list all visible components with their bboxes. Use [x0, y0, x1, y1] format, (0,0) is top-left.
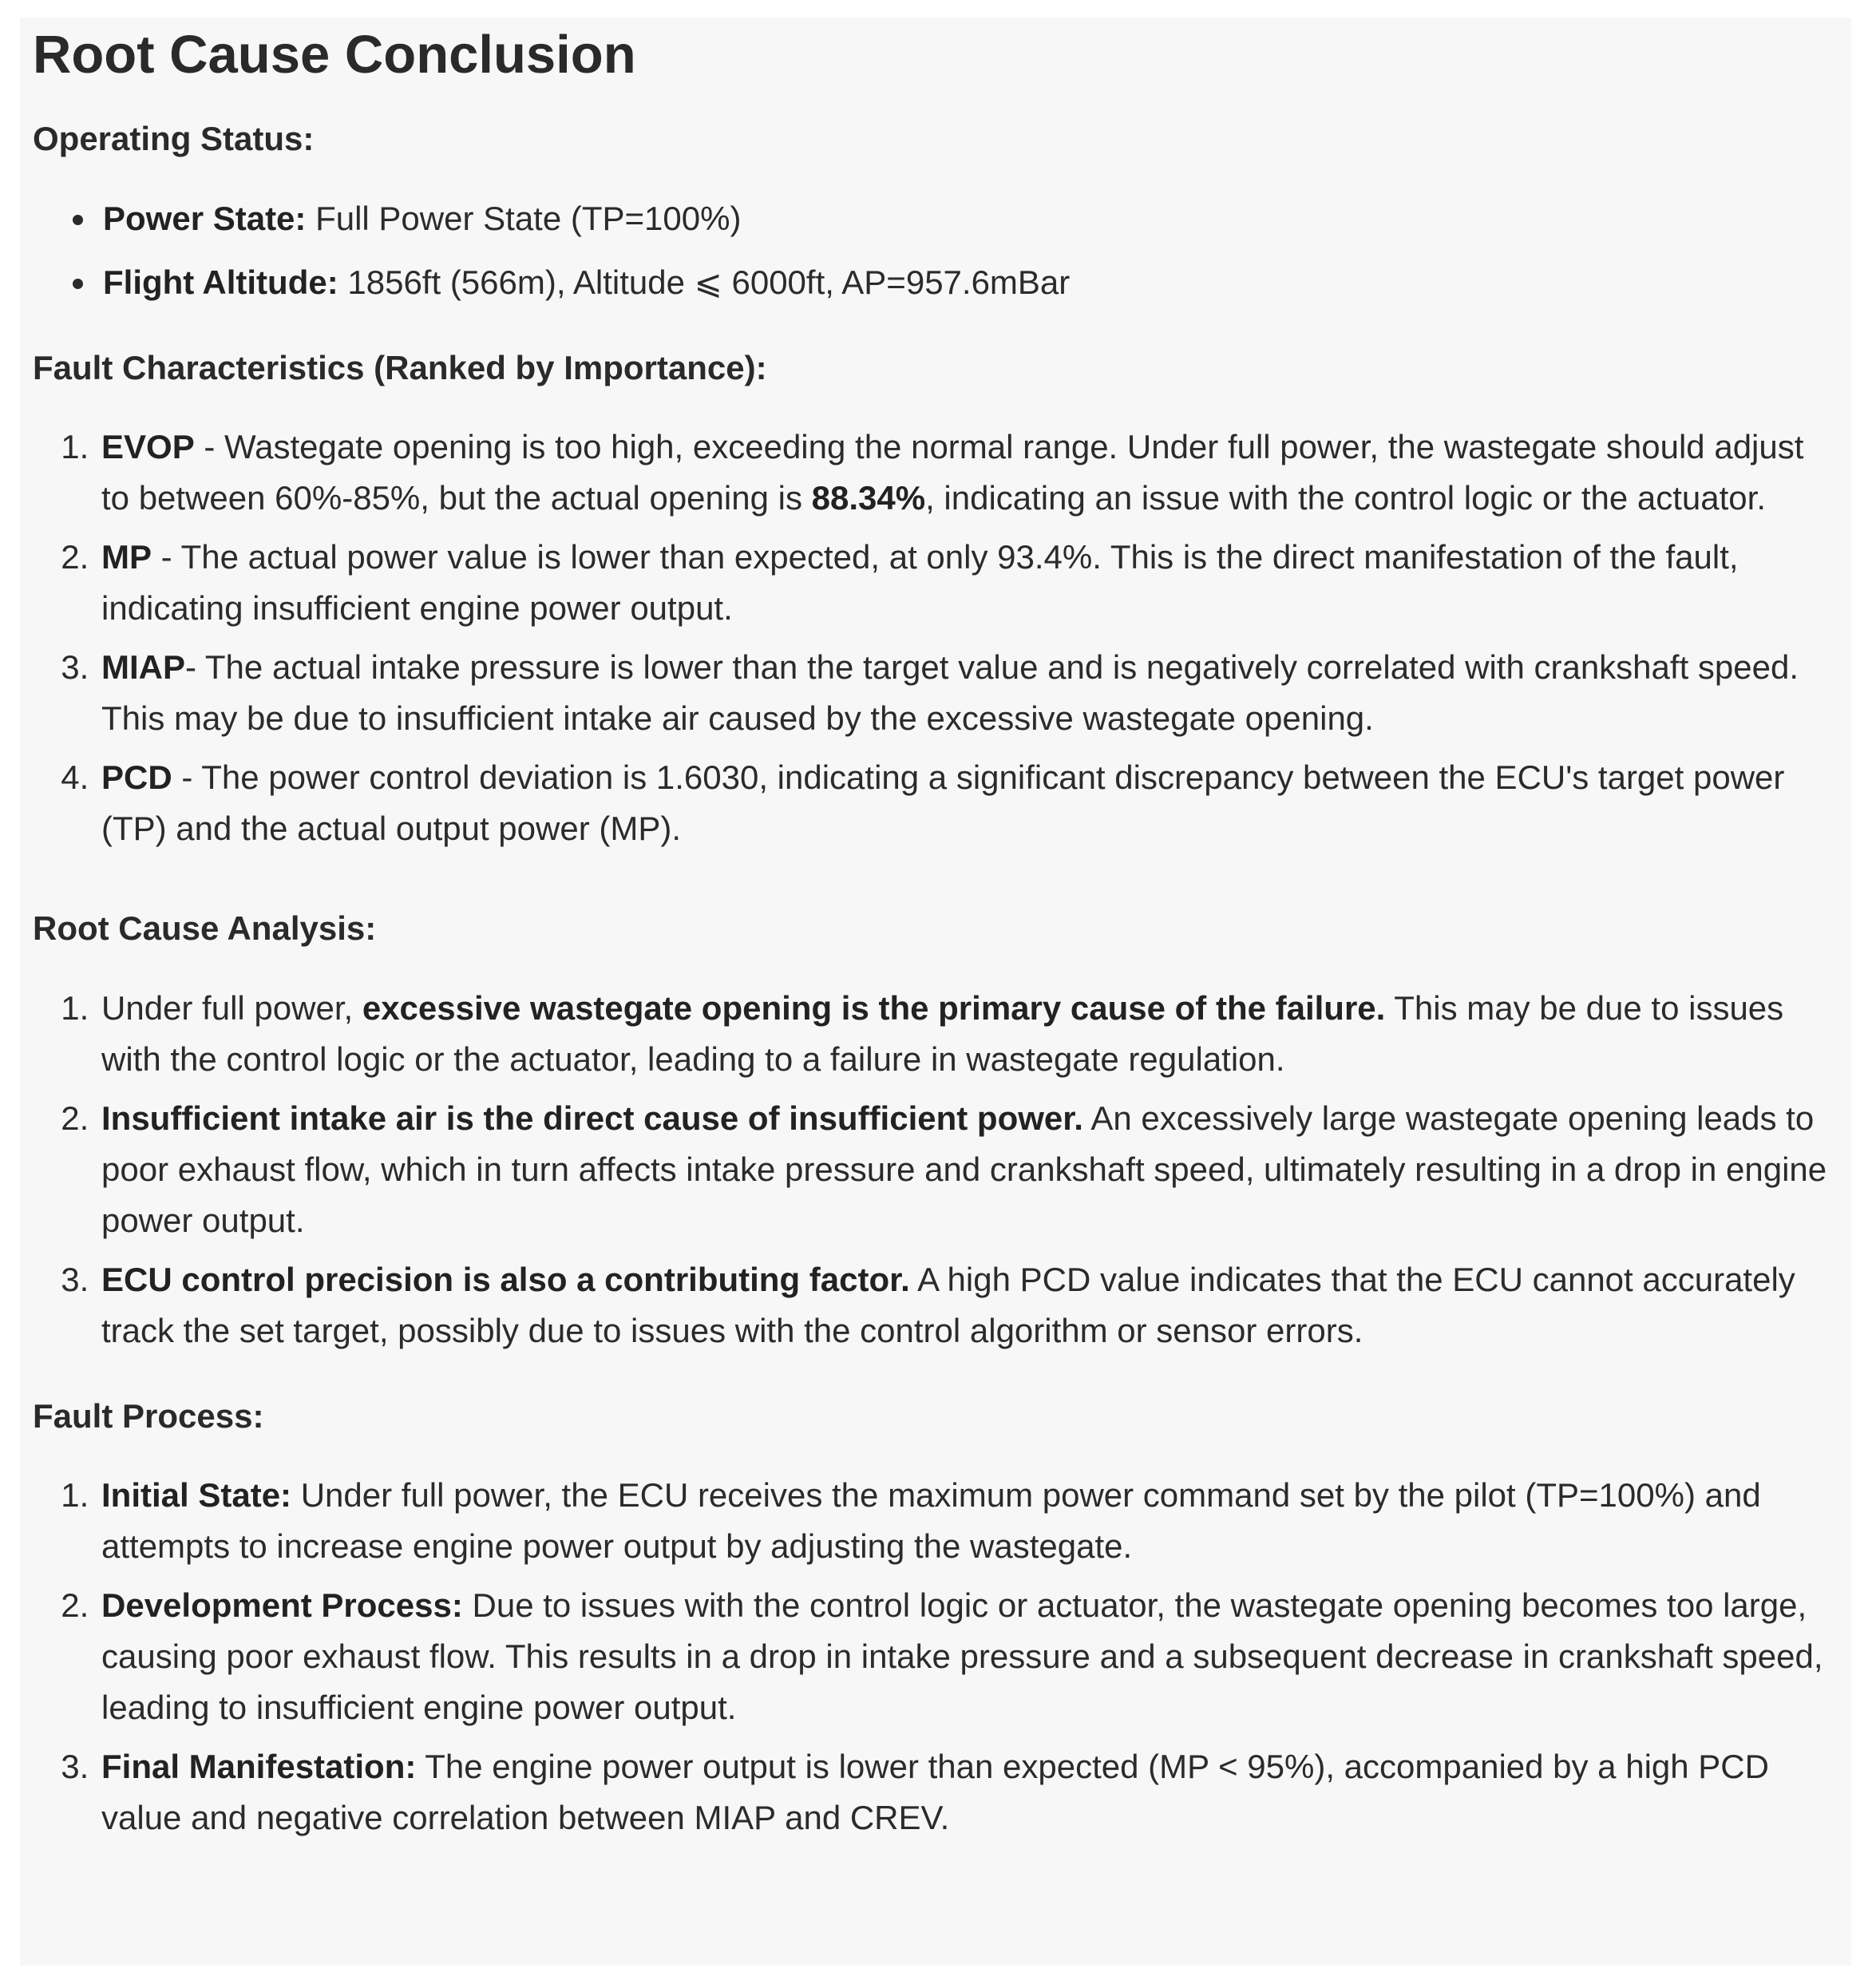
list-item	[98, 1093, 1838, 1246]
page-title: Root Cause Conclusion	[33, 25, 636, 85]
item-label: Power State:	[103, 199, 307, 237]
item-text: - The actual power value is lower than expected, at only 93.4%. This is the direct manifestation of the fault, indicating insufficient engine power output.	[101, 538, 1739, 628]
item-label: Final Manifestation:	[101, 1748, 417, 1786]
item-label: MP	[101, 538, 152, 576]
item-text: Full Power State (TP=100%)	[306, 199, 742, 237]
item-bold-text: Insufficient intake air is the direct cause of insufficient power.	[101, 1099, 1083, 1137]
list-item	[98, 1470, 1838, 1572]
list-item	[98, 642, 1838, 744]
item-text: An excessively large wastegate opening leads to poor exhaust flow, which in turn affects intake pressure and crankshaft speed, ultimately resulting in a drop in engine power output.	[101, 1099, 1827, 1239]
fault-process-heading: Fault Process:	[33, 1396, 264, 1435]
fault-characteristics-list	[33, 422, 1838, 854]
item-label: EVOP	[101, 428, 195, 466]
item-bold-text: excessive wastegate opening is the primary cause of the failure.	[362, 988, 1386, 1027]
list-item	[98, 257, 1838, 308]
item-text: This may be due to issues with the control logic or the actuator, leading to a failure in wastegate regulation.	[101, 988, 1784, 1078]
operating-status-list	[33, 193, 1838, 308]
item-bold-value: 88.34%	[811, 479, 926, 517]
list-item	[98, 1741, 1838, 1843]
item-label: Flight Altitude:	[103, 263, 338, 301]
list-item	[98, 532, 1838, 634]
item-text: Under full power, the ECU receives the maximum power command set by the pilot (TP=100%) and attempts to increase engine power output by adjusting the wastegate.	[101, 1476, 1761, 1566]
item-label: Development Process:	[101, 1586, 463, 1625]
item-label: MIAP	[101, 648, 185, 687]
item-label: Initial State:	[101, 1476, 292, 1515]
list-item	[98, 422, 1838, 524]
list-item	[98, 983, 1838, 1085]
item-text: - The power control deviation is 1.6030, indicating a significant discrepancy between the ECU's target power (TP) and the actual output power (MP).	[101, 758, 1785, 848]
document-panel	[20, 18, 1851, 1966]
list-item	[98, 1580, 1838, 1733]
item-text: 1856ft (566m), Altitude ⩽ 6000ft, AP=957.6mBar	[338, 263, 1071, 301]
item-text: - Wastegate opening is too high, exceeding the normal range. Under full power, the wastegate should adjust to between 60%-85%, but the actual opening is	[101, 428, 1804, 517]
item-text: - The actual intake pressure is lower than the target value and is negatively correlated with crankshaft speed. This may be due to insufficient intake air caused by the excessive wastegate opening.	[101, 648, 1799, 738]
item-text: Under full power,	[101, 988, 362, 1027]
fault-process-list	[33, 1470, 1838, 1843]
item-text: , indicating an issue with the control logic or the actuator.	[925, 479, 1766, 517]
root-cause-analysis-list	[33, 983, 1838, 1356]
list-item	[98, 752, 1838, 854]
list-item	[98, 193, 1838, 244]
fault-characteristics-heading: Fault Characteristics (Ranked by Importance):	[33, 348, 767, 386]
item-text: Due to issues with the control logic or actuator, the wastegate opening becomes too large, causing poor exhaust flow. This results in a drop in intake pressure and a subsequent decrease in crankshaft speed, leading to insufficient engine power output.	[101, 1586, 1823, 1727]
operating-status-heading: Operating Status:	[33, 120, 315, 158]
item-text: The engine power output is lower than expected (MP < 95%), accompanied by a high PCD value and negative correlation between MIAP and CREV.	[101, 1748, 1769, 1837]
item-bold-text: ECU control precision is also a contributing factor.	[101, 1260, 910, 1298]
list-item	[98, 1254, 1838, 1356]
root-cause-analysis-heading: Root Cause Analysis:	[33, 909, 377, 948]
item-text: A high PCD value indicates that the ECU cannot accurately track the set target, possibly due to issues with the control algorithm or sensor errors.	[101, 1260, 1795, 1349]
item-label: PCD	[101, 758, 172, 797]
